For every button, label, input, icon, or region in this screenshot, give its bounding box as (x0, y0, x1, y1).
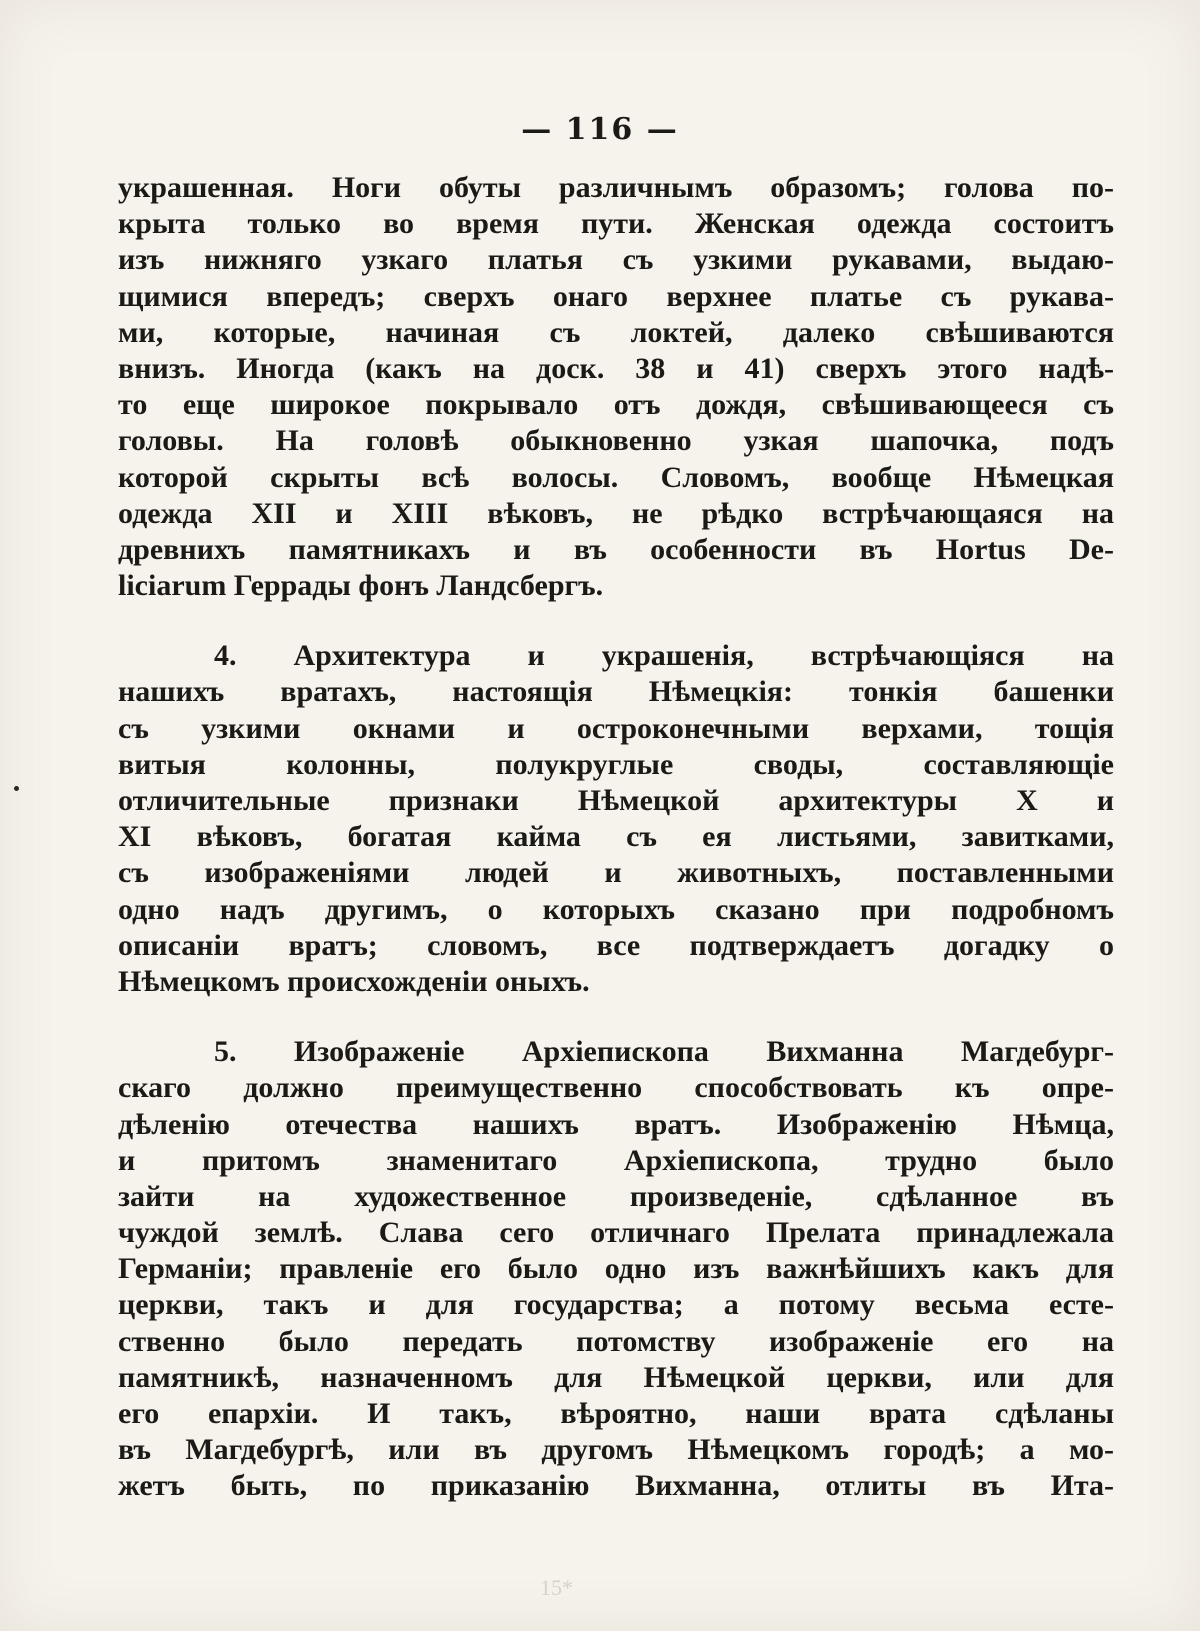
text-line: одно надъ другимъ, о которыхъ сказано при подробномъ (118, 892, 1114, 926)
text-line: его епархіи. И такъ, вѣроятно, наши врата сдѣланы (118, 1397, 1114, 1430)
text-line: и притомъ знаменитаго Архіепископа, трудно было (118, 1143, 1114, 1177)
text-line: украшенная. Ноги обуты различнымъ образомъ; голова по- (118, 171, 1114, 204)
text-line: изъ нижняго узкаго платья съ узкими рукавами, выдаю- (118, 243, 1114, 277)
text-line: жетъ быть, по приказанію Вихманна, отлиты въ Ита- (118, 1469, 1114, 1503)
text-line: чуждой землѣ. Слава сего отличнаго Прелата принадлежала (118, 1216, 1114, 1250)
text-line: 4. Архитектура и украшенія, встрѣчающіяся на (214, 639, 1114, 673)
text-line: нашихъ вратахъ, настоящія Нѣмецкія: тонкія башенки (118, 675, 1114, 709)
text-line: съ изображеніями людей и животныхъ, поставленными (118, 856, 1114, 890)
paragraph-wichmann (118, 1034, 1114, 1504)
text-line: Нѣмецкомъ происхожденіи оныхъ. (118, 964, 590, 998)
text-line: описаніи вратъ; словомъ, все подтверждаетъ догадку о (118, 928, 1114, 962)
text-line: одежда XII и XIII вѣковъ, не рѣдко встрѣчающаяся на (118, 496, 1114, 530)
text-line: витыя колонны, полукруглые своды, составляющіе (118, 747, 1114, 781)
text-line: скаго должно преимущественно способствовать къ опре- (118, 1071, 1114, 1105)
text-line: крыта только во время пути. Женская одежда состоитъ (118, 207, 1114, 241)
text-line: ми, которые, начиная съ локтей, далеко свѣшиваются (118, 315, 1114, 349)
text-line: зайти на художественное произведеніе, сдѣланное въ (118, 1179, 1114, 1213)
text-line: 5. Изображеніе Архіепископа Вихманна Магдебург- (214, 1035, 1114, 1069)
body-text (118, 170, 1114, 1505)
margin-ink-dot (14, 786, 19, 791)
text-line: въ Магдебургѣ, или въ другомъ Нѣмецкомъ городѣ; а мо- (118, 1433, 1114, 1467)
text-line: внизъ. Иногда (какъ на доск. 38 и 41) сверхъ этого надѣ- (118, 351, 1114, 385)
text-line: то еще широкое покрывало отъ дождя, свѣшивающееся съ (118, 388, 1114, 422)
text-line: древнихъ памятникахъ и въ особенности въ Hortus De- (118, 532, 1114, 566)
text-line: щимися впередъ; сверхъ онаго верхнее платье съ рукава- (118, 279, 1114, 313)
paragraph-costume (118, 170, 1114, 604)
text-line: отличительные признаки Нѣмецкой архитектуры X и (118, 784, 1114, 817)
text-line: которой скрыты всѣ волосы. Словомъ, вообще Нѣмецкая (118, 460, 1114, 494)
text-line: памятникѣ, назначенномъ для Нѣмецкой церкви, или для (118, 1360, 1114, 1394)
text-line: церкви, такъ и для государства; а потому весьма есте- (118, 1288, 1114, 1322)
text-line: Германіи; правленіе его было одно изъ важнѣйшихъ какъ для (118, 1252, 1114, 1286)
show-through-signature: 15* (540, 1575, 573, 1600)
page-number: — 116 — (521, 112, 679, 147)
text-line: головы. На головѣ обыкновенно узкая шапочка, подъ (118, 424, 1114, 458)
text-line: дѣленію отечества нашихъ вратъ. Изображенію Нѣмца, (118, 1107, 1114, 1141)
text-line: съ узкими окнами и остроконечными верхами, тощія (118, 711, 1114, 745)
text-line: liciarum Геррады фонъ Ландсбергъ. (118, 569, 604, 603)
paragraph-architecture (118, 638, 1114, 1000)
text-line: ственно было передать потомству изображеніе его на (118, 1324, 1114, 1358)
text-line: XI вѣковъ, богатая кайма съ ея листьями, завитками, (118, 820, 1114, 854)
